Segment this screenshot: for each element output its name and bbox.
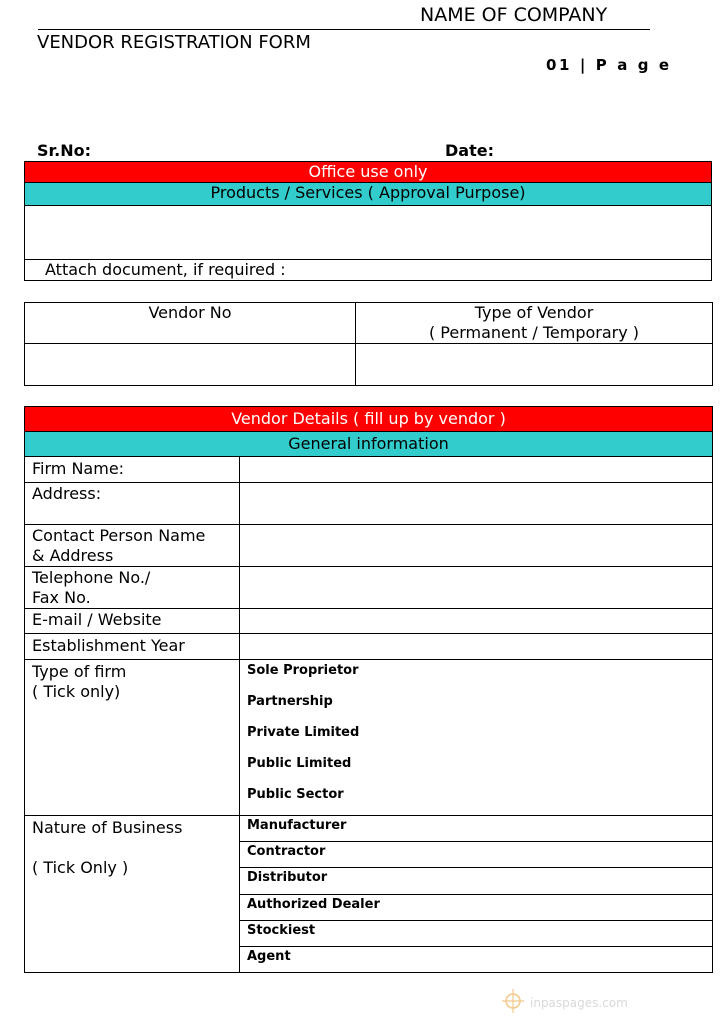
firm-type-option[interactable]: Partnership: [247, 694, 333, 709]
business-type-option[interactable]: Manufacturer: [240, 816, 712, 842]
firm-type-label: [25, 660, 240, 816]
watermark: [502, 988, 628, 1017]
contact-person-line2: & Address: [32, 546, 114, 565]
crosshair-icon: [502, 988, 524, 1017]
firm-type-option[interactable]: Private Limited: [247, 725, 360, 740]
email-website-label: E-mail / Website: [25, 609, 240, 634]
vendor-type-options: ( Permanent / Temporary ): [428, 323, 640, 342]
products-services-header: Products / Services ( Approval Purpose): [25, 183, 712, 206]
firm-type-line2: ( Tick only): [32, 682, 121, 701]
vendor-details-header: Vendor Details ( fill up by vendor ): [25, 407, 713, 432]
firm-type-line1: Type of firm: [32, 662, 127, 681]
products-services-field[interactable]: [25, 206, 712, 260]
telephone-fax-field[interactable]: [240, 567, 713, 609]
business-type-option[interactable]: Agent: [247, 948, 291, 964]
firm-type-option[interactable]: Public Limited: [247, 756, 352, 771]
business-type-option[interactable]: Authorized Dealer: [240, 895, 712, 921]
sr-no-label: Sr.No:: [37, 141, 91, 160]
form-title: VENDOR REGISTRATION FORM: [37, 32, 311, 53]
firm-name-field[interactable]: [240, 457, 713, 483]
contact-person-field[interactable]: [240, 525, 713, 567]
page-number: 01 | P a g e: [546, 56, 672, 74]
telephone-line2: Fax No.: [32, 588, 91, 607]
firm-type-option[interactable]: Sole Proprietor: [247, 663, 359, 678]
email-website-field[interactable]: [240, 609, 713, 634]
firm-name-label: Firm Name:: [25, 457, 240, 483]
vendor-no-header: [25, 303, 356, 344]
business-type-option[interactable]: Contractor: [240, 842, 712, 868]
establishment-year-label: Establishment Year: [25, 634, 240, 660]
firm-type-options: [240, 660, 713, 816]
attach-document-label: Attach document, if required :: [25, 260, 712, 281]
date-label: Date:: [445, 141, 494, 160]
business-type-option[interactable]: Distributor: [240, 868, 712, 894]
vendor-type-label: Type of Vendor: [474, 303, 594, 322]
contact-person-line1: Contact Person Name: [32, 526, 206, 545]
vendor-no-field[interactable]: [25, 344, 356, 386]
contact-person-label: [25, 525, 240, 567]
nature-of-business-label: [25, 816, 240, 973]
company-name: NAME OF COMPANY: [420, 4, 608, 26]
business-type-option[interactable]: Stockiest: [240, 921, 712, 947]
telephone-line1: Telephone No./: [32, 568, 151, 587]
office-use-header: Office use only: [25, 162, 712, 183]
business-type-options: [240, 816, 713, 973]
address-field[interactable]: [240, 483, 713, 525]
establishment-year-field[interactable]: [240, 634, 713, 660]
vendor-type-table: [24, 302, 713, 386]
header-rule: [38, 29, 650, 30]
nature-line1: Nature of Business: [32, 818, 183, 837]
vendor-no-label: Vendor No: [148, 303, 232, 322]
nature-line2: ( Tick Only ): [32, 858, 129, 877]
general-information-header: General information: [25, 432, 713, 457]
watermark-text: inpaspages.com: [530, 995, 628, 1010]
vendor-type-field[interactable]: [356, 344, 713, 386]
vendor-type-header: [356, 303, 713, 344]
telephone-fax-label: [25, 567, 240, 609]
vendor-details-table: [24, 406, 713, 973]
address-label: Address:: [25, 483, 240, 525]
firm-type-option[interactable]: Public Sector: [247, 787, 344, 802]
office-use-table: [24, 161, 712, 281]
